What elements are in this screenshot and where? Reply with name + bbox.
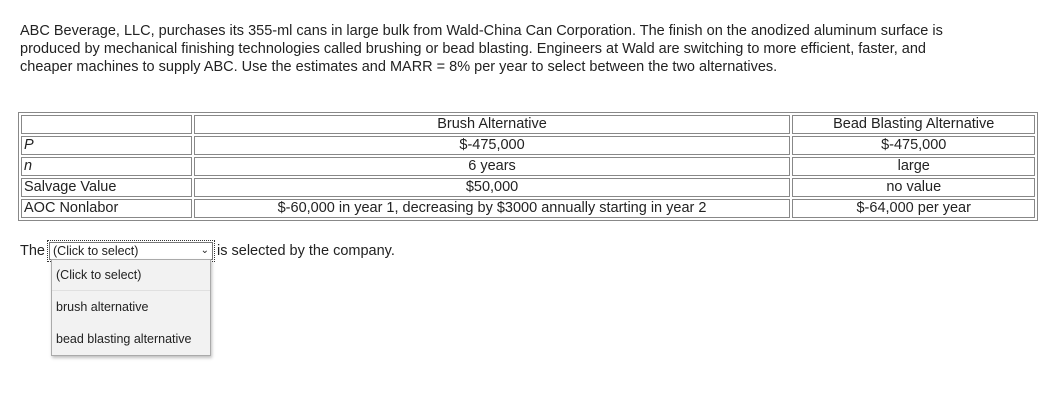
table-row (21, 136, 1035, 155)
row-label-aoc: AOC Nonlabor (21, 199, 192, 218)
option-bead-blasting-alternative[interactable]: bead blasting alternative (52, 323, 210, 355)
header-bead: Bead Blasting Alternative (792, 115, 1035, 134)
option-click-to-select[interactable]: (Click to select) (52, 260, 210, 291)
cell-brush-n: 6 years (194, 157, 791, 176)
cell-brush-salvage: $50,000 (194, 178, 791, 197)
table-row (21, 157, 1035, 176)
row-label-p: P (21, 136, 192, 155)
cell-bead-p: $-475,000 (792, 136, 1035, 155)
problem-statement: ABC Beverage, LLC, purchases its 355-ml cans in large bulk from Wald-China Can Corporation. The finish on the anodized aluminum surface is produced by mechanical finishing technologies called brushing or bead blasting. Engineers at Wald are switching to more efficient, faster, and cheaper machines to supply ABC. Use the estimates and MARR = 8% per year to select between the two alternatives. (20, 23, 943, 75)
cell-brush-aoc: $-60,000 in year 1, decreasing by $3000 annually starting in year 2 (194, 199, 791, 218)
alternative-select[interactable] (49, 242, 213, 260)
cell-bead-n: large (792, 157, 1035, 176)
chevron-down-icon: ⌄ (200, 245, 209, 256)
table-row (21, 178, 1035, 197)
cell-bead-salvage: no value (792, 178, 1035, 197)
table-row (21, 199, 1035, 218)
alternatives-table (18, 112, 1038, 221)
select-value: (Click to select) (53, 244, 139, 258)
alternative-dropdown-list (51, 259, 211, 356)
cell-brush-p: $-475,000 (194, 136, 791, 155)
header-empty-cell (21, 115, 192, 134)
row-label-salvage: Salvage Value (21, 178, 192, 197)
option-brush-alternative[interactable]: brush alternative (52, 291, 210, 323)
row-label-n: n (21, 157, 192, 176)
header-brush: Brush Alternative (194, 115, 791, 134)
answer-suffix: is selected by the company. (217, 243, 395, 259)
table-header-row (21, 115, 1035, 134)
answer-prefix: The (20, 243, 45, 259)
cell-bead-aoc: $-64,000 per year (792, 199, 1035, 218)
